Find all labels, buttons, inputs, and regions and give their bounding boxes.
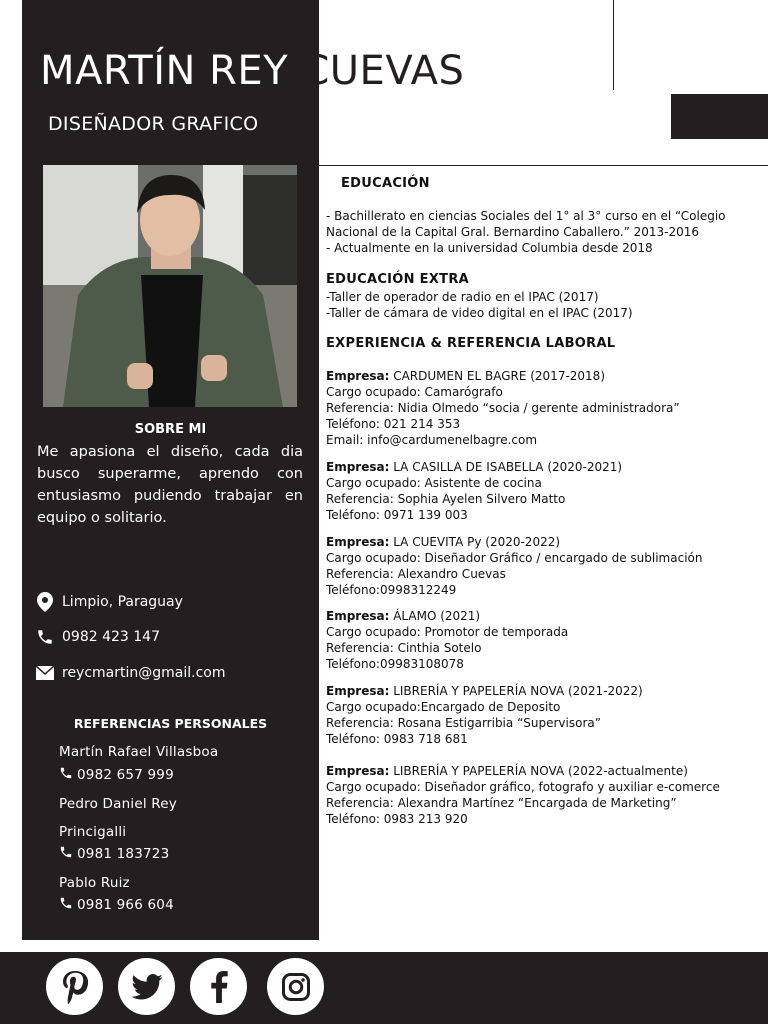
job-company-line [326, 459, 756, 475]
reference-name: Pedro Daniel Rey [59, 796, 177, 812]
job-company-line [326, 608, 756, 624]
education-section [326, 208, 756, 256]
education-line: - Actualmente en la universidad Columbia desde 2018 [326, 241, 653, 255]
education-title: EDUCACIÓN [341, 176, 430, 191]
job-line: Referencia: Alexandra Martínez “Encargada de Marketing” [326, 796, 677, 810]
company-name: LA CUEVITA Py (2020-2022) [389, 535, 561, 549]
job-line: Referencia: Cinthia Sotelo [326, 641, 482, 655]
envelope-icon [36, 664, 54, 682]
job-line: Referencia: Rosana Estigarribia “Supervisora” [326, 716, 601, 730]
job-company-line [326, 763, 756, 779]
company-name: LIBRERÍA Y PAPELERÍA NOVA (2022-actualmente) [389, 764, 688, 778]
phone-text: 0982 423 147 [62, 629, 160, 645]
company-label: Empresa: [326, 369, 390, 383]
phone-icon [36, 628, 54, 646]
reference-phone-text: 0982 657 999 [77, 767, 174, 783]
company-label: Empresa: [326, 535, 390, 549]
instagram-icon[interactable] [267, 958, 324, 1015]
decorative-block [671, 94, 768, 139]
about-text: Me apasiona el diseño, cada dia busco superarme, aprendo con entusiasmo pudiendo trabajar en equipo o solitario. [37, 444, 303, 526]
job-line: Referencia: Nidia Olmedo “socia / gerente administradora” [326, 401, 680, 415]
job-line: Referencia: Alexandro Cuevas [326, 567, 506, 581]
job-line: Teléfono:09983108078 [326, 657, 464, 671]
job-line: Cargo ocupado: Diseñador Gráfico / encargado de sublimación [326, 551, 703, 565]
reference-name: Martín Rafael Villasboa [59, 744, 219, 760]
contact-location [36, 593, 183, 611]
name-first: MARTÍN REY [40, 48, 289, 94]
extra-education-line: -Taller de cámara de video digital en el IPAC (2017) [326, 306, 633, 320]
reference-phone [59, 766, 174, 784]
job-line: Teléfono: 021 214 353 [326, 417, 461, 431]
job-company-line [326, 368, 756, 384]
education-line: - Bachillerato en ciencias Sociales del 1° al 3° curso en el “Colegio [326, 209, 726, 223]
education-line: Nacional de la Capital Gral. Bernardino Caballero.” 2013-2016 [326, 225, 700, 239]
job-line: Cargo ocupado: Asistente de cocina [326, 476, 542, 490]
job-entry [326, 534, 756, 598]
name-last: CUEVAS [301, 48, 465, 94]
contact-phone [36, 628, 160, 646]
job-entry [326, 368, 756, 448]
phone-icon [59, 766, 73, 784]
email-link[interactable]: reycmartin@gmail.com [62, 665, 226, 681]
about-title: SOBRE MI [134, 422, 207, 437]
reference-name: Pablo Ruiz [59, 875, 130, 891]
job-entry [326, 459, 756, 523]
company-name: CARDUMEN EL BAGRE (2017-2018) [389, 369, 605, 383]
job-entry [326, 608, 756, 672]
job-line: Cargo ocupado:Encargado de Deposito [326, 700, 561, 714]
extra-education-line: -Taller de operador de radio en el IPAC (2017) [326, 290, 599, 304]
company-name: ÁLAMO (2021) [389, 609, 481, 623]
job-entry [326, 763, 756, 827]
location-text: Limpio, Paraguay [62, 594, 183, 610]
pinterest-icon[interactable] [46, 958, 103, 1015]
reference-phone-text: 0981 966 604 [77, 897, 174, 913]
footer-bar [0, 952, 768, 1024]
extra-education-section [326, 289, 756, 321]
company-label: Empresa: [326, 460, 390, 474]
twitter-icon[interactable] [118, 958, 175, 1015]
full-name [40, 48, 464, 94]
job-line: Teléfono: 0971 139 003 [326, 508, 468, 522]
job-line: Cargo ocupado: Promotor de temporada [326, 625, 569, 639]
job-entry [326, 683, 756, 747]
phone-icon [59, 896, 73, 914]
job-line: Teléfono: 0983 718 681 [326, 732, 468, 746]
job-company-line [326, 683, 756, 699]
job-line: Cargo ocupado: Camarógrafo [326, 385, 503, 399]
reference-phone [59, 896, 174, 914]
company-label: Empresa: [326, 684, 390, 698]
profile-photo [43, 165, 297, 407]
company-name: LA CASILLA DE ISABELLA (2020-2021) [389, 460, 623, 474]
job-line: Referencia: Sophia Ayelen Silvero Matto [326, 492, 566, 506]
location-pin-icon [36, 593, 54, 611]
job-title: DISEÑADOR GRAFICO [48, 113, 259, 135]
experience-title: EXPERIENCIA & REFERENCIA LABORAL [326, 336, 616, 351]
extra-education-title: EDUCACIÓN EXTRA [326, 272, 470, 287]
job-line: Teléfono: 0983 213 920 [326, 812, 468, 826]
company-name: LIBRERÍA Y PAPELERÍA NOVA (2021-2022) [389, 684, 643, 698]
company-label: Empresa: [326, 609, 390, 623]
job-line: Teléfono:0998312249 [326, 583, 457, 597]
job-company-line [326, 534, 756, 550]
reference-phone-text: 0981 183723 [77, 846, 170, 862]
reference-name: Princigalli [59, 824, 127, 840]
job-line: Email: info@cardumenelbagre.com [326, 433, 538, 447]
decorative-horizontal-line [319, 165, 768, 166]
references-title: REFERENCIAS PERSONALES [73, 716, 268, 731]
facebook-icon[interactable] [190, 958, 247, 1015]
contact-email [36, 664, 226, 682]
phone-icon [59, 845, 73, 863]
job-line: Cargo ocupado: Diseñador gráfico, fotografo y auxiliar e-comerce [326, 780, 720, 794]
company-label: Empresa: [326, 764, 390, 778]
reference-phone [59, 845, 169, 863]
decorative-vertical-line [613, 0, 614, 90]
